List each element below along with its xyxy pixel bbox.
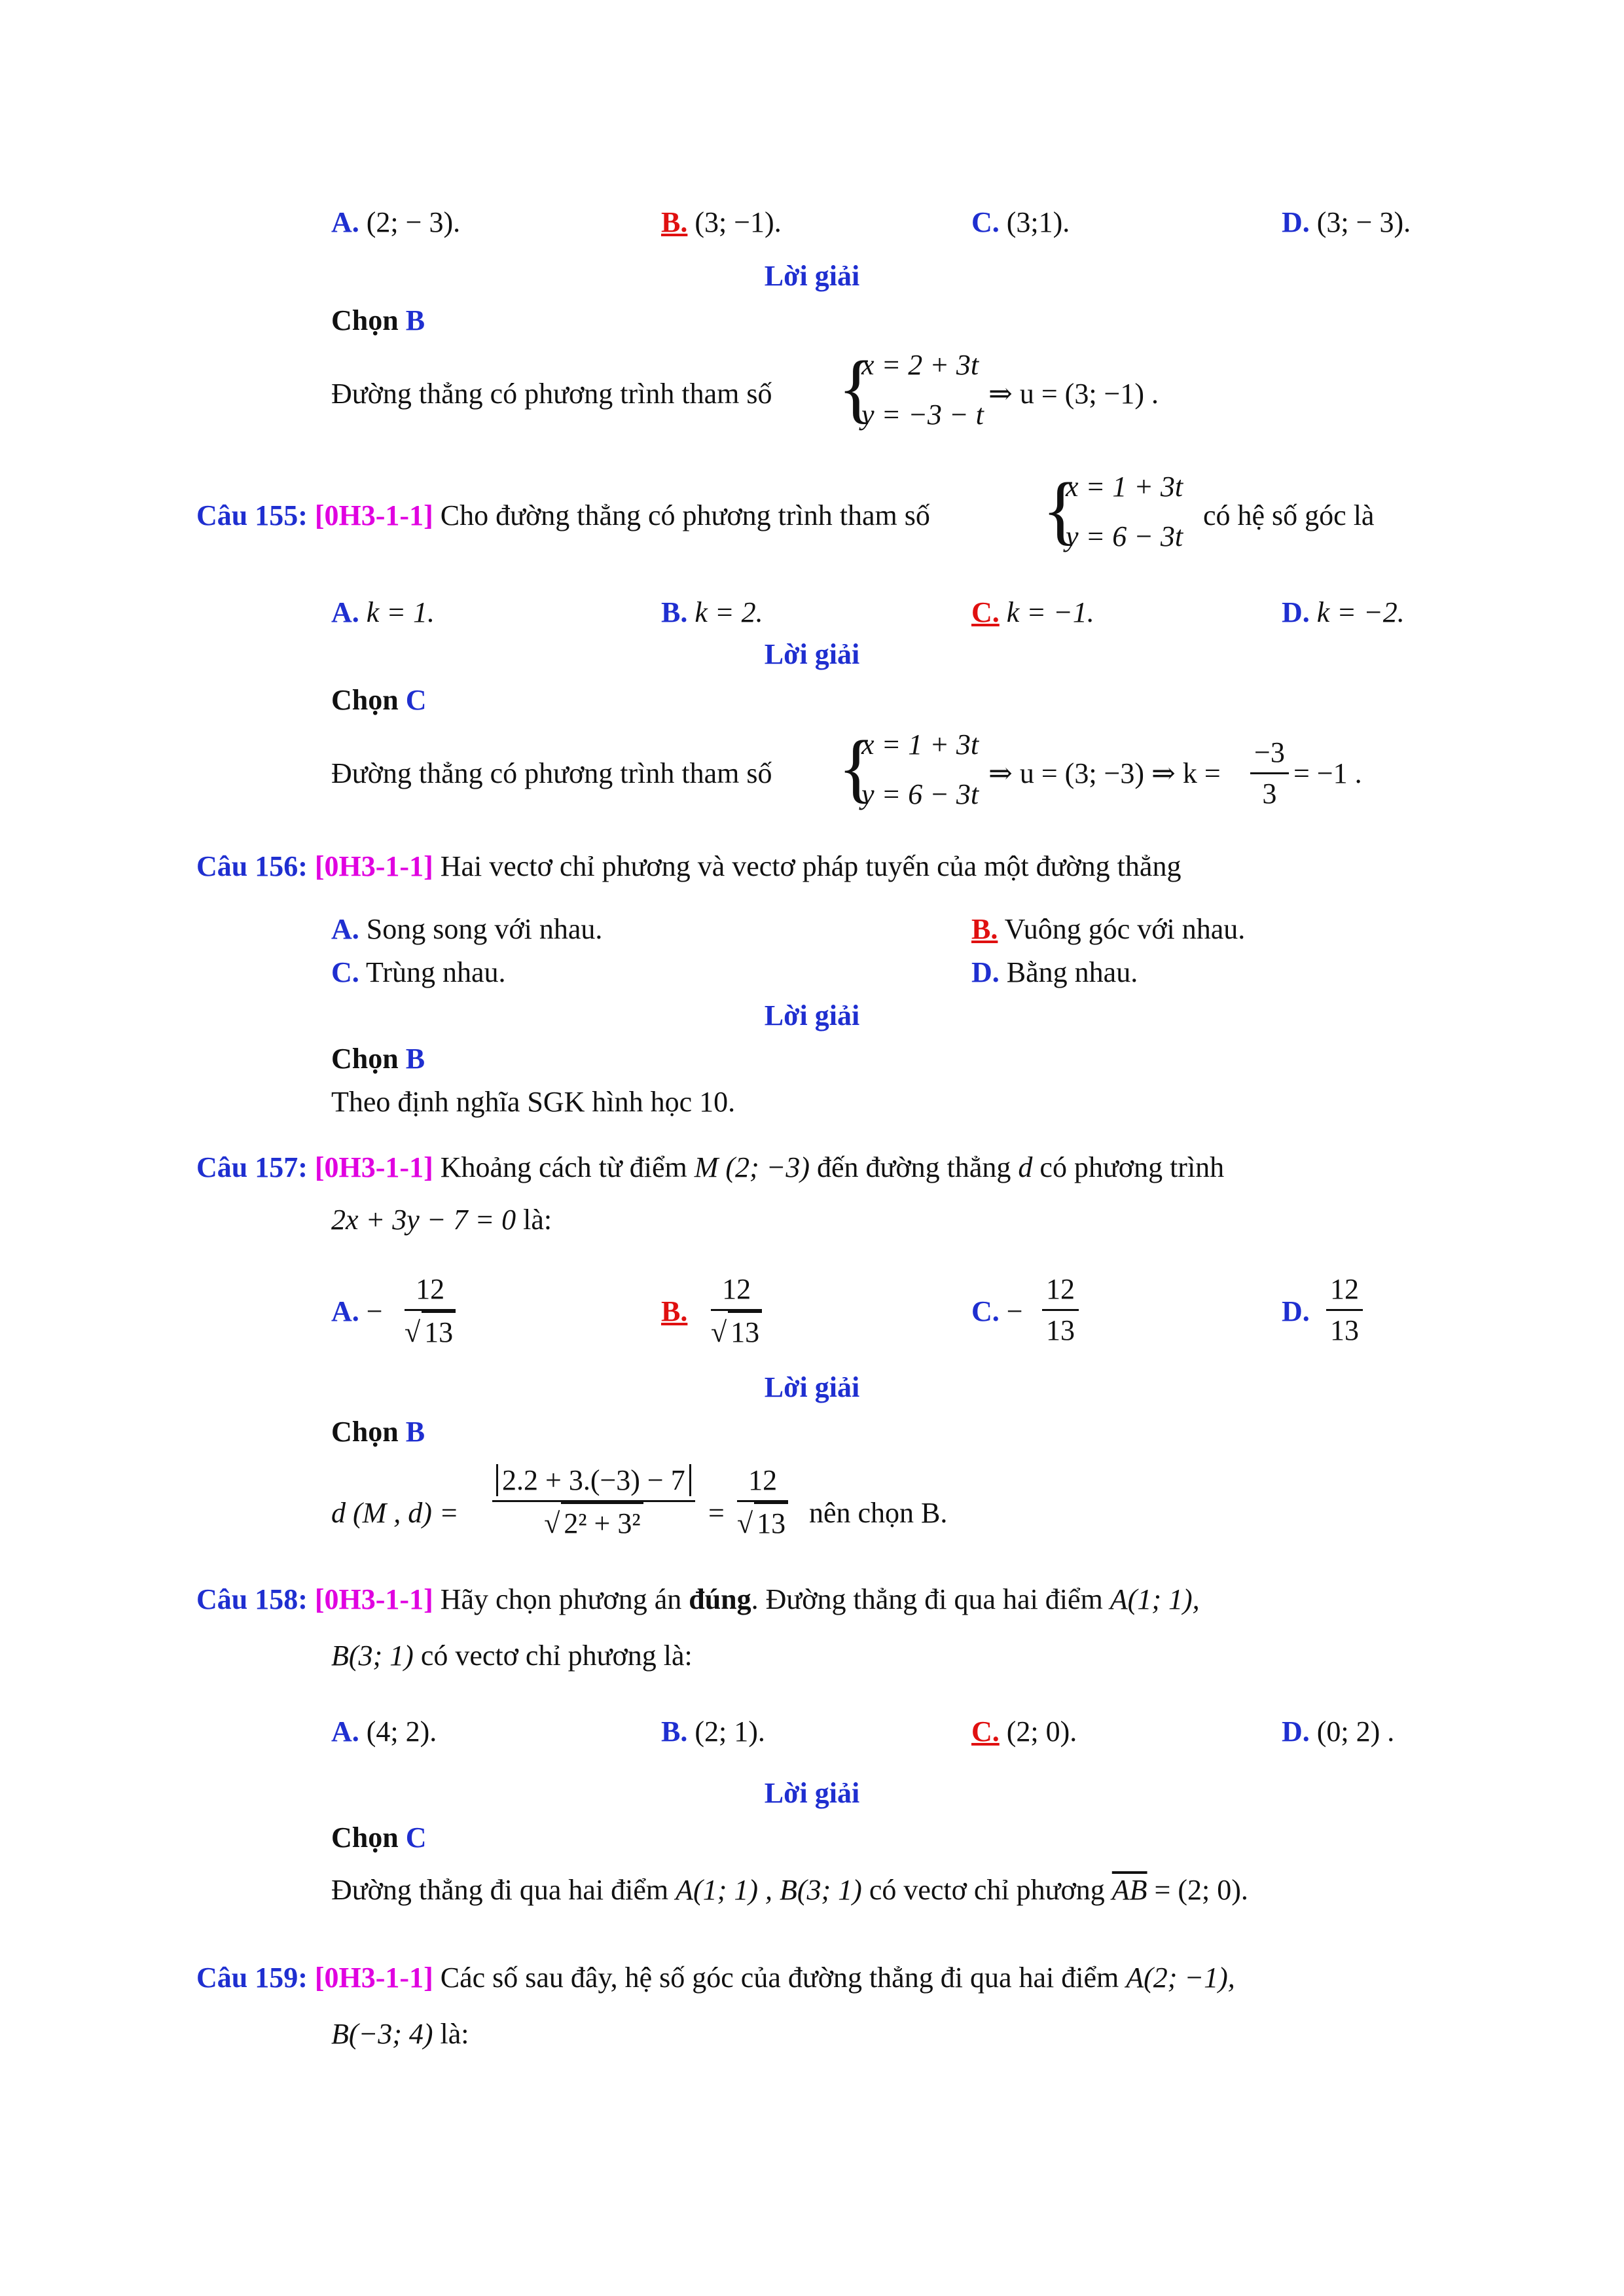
q156-solution-title: Lời giải bbox=[764, 999, 860, 1031]
q155-explanation: Đường thẳng có phương trình tham số bbox=[331, 757, 772, 789]
q157-option-d-fraction: $\frac{12}{13}$ bbox=[1326, 1270, 1363, 1350]
q159-stem: Câu 159: [0H3-1-1] Các số sau đây, hệ số góc của đường thẳng đi qua hai điểm A(2; −1), bbox=[196, 1962, 1235, 1994]
q154-equation-system: { x = 2 + 3t y = −3 − t bbox=[838, 345, 984, 431]
q156-option-d: D. Bằng nhau. bbox=[971, 956, 1138, 988]
q158-stem-line2: B(3; 1) có vectơ chỉ phương là: bbox=[331, 1640, 693, 1672]
q155-stem: Câu 155: [0H3-1-1] Cho đường thẳng có phương trình tham số bbox=[196, 499, 930, 531]
q156-stem: Câu 156: [0H3-1-1] Hai vectơ chỉ phương và vectơ pháp tuyến của một đường thẳng bbox=[196, 850, 1182, 882]
q157-option-c: C. − bbox=[971, 1295, 1023, 1327]
q156-explanation: Theo định nghĩa SGK hình học 10. bbox=[331, 1086, 736, 1118]
q157-option-d: D. bbox=[1282, 1295, 1310, 1327]
q158-stem: Câu 158: [0H3-1-1] Hãy chọn phương án đúng. Đường thẳng đi qua hai điểm A(1; 1), bbox=[196, 1583, 1200, 1615]
q157-option-c-fraction: $\frac{12}{13}$ bbox=[1042, 1270, 1079, 1350]
q157-distance-fraction: $\frac{2.2 + 3.(-3) - 7}{\text{√ 2² + 3²}}$ bbox=[492, 1461, 695, 1543]
q158-option-a: A. (4; 2). bbox=[331, 1715, 437, 1748]
q156-choose: Chọn B bbox=[331, 1043, 425, 1075]
q156-option-c: C. Trùng nhau. bbox=[331, 956, 506, 988]
q157-option-b-fraction: $\frac{12}{√ 13}$ bbox=[711, 1270, 762, 1352]
q154-explanation: Đường thẳng có phương trình tham số bbox=[331, 378, 772, 410]
q158-option-b: B. (2; 1). bbox=[661, 1715, 765, 1748]
q155-choose: Chọn C bbox=[331, 684, 427, 716]
q155-result-end: = −1 . bbox=[1293, 757, 1362, 789]
q157-distance-equals: = bbox=[708, 1497, 725, 1529]
q155-result: ⇒ u = (3; −3) ⇒ k = bbox=[988, 757, 1221, 789]
q154-choose: Chọn B bbox=[331, 304, 425, 336]
q158-option-d: D. (0; 2) . bbox=[1282, 1715, 1395, 1748]
q158-option-c: C. (2; 0). bbox=[971, 1715, 1077, 1748]
q157-option-a: A. − bbox=[331, 1295, 383, 1327]
q156-option-a: A. Song song với nhau. bbox=[331, 913, 603, 945]
q157-distance-tail: nên chọn B. bbox=[809, 1497, 948, 1529]
q155-expl-equation-system: { x = 1 + 3t y = 6 − 3t bbox=[838, 725, 979, 810]
q155-option-c: C. k = −1. bbox=[971, 596, 1094, 628]
q158-solution-title: Lời giải bbox=[764, 1777, 860, 1809]
q154-option-c: C. (3;1). bbox=[971, 206, 1070, 238]
q155-slope-fraction: $\frac{-3}{3}$ bbox=[1250, 733, 1289, 814]
q157-option-b: B. bbox=[661, 1295, 688, 1327]
q157-distance-lhs: d (M , d) = bbox=[331, 1497, 459, 1529]
q154-option-b: B. (3; −1). bbox=[661, 206, 782, 238]
q157-choose: Chọn B bbox=[331, 1416, 425, 1448]
q154-solution-title: Lời giải bbox=[764, 260, 860, 292]
q155-option-b: B. k = 2. bbox=[661, 596, 763, 628]
q158-explanation: Đường thẳng đi qua hai điểm A(1; 1) , B(3; 1) có vectơ chỉ phương $\overline{AB} = (2$; 0). bbox=[331, 1874, 1248, 1906]
q155-equation-system: { x = 1 + 3t y = 6 − 3t bbox=[1042, 467, 1183, 552]
q157-stem: Câu 157: [0H3-1-1] Khoảng cách từ điểm M (2; −3) đến đường thẳng d có phương trình bbox=[196, 1151, 1225, 1183]
q157-solution-title: Lời giải bbox=[764, 1371, 860, 1403]
q155-option-d: D. k = −2. bbox=[1282, 596, 1405, 628]
q157-stem-line2: 2x + 3y − 7 = 0 là: bbox=[331, 1204, 552, 1236]
q154-option-d: D. (3; − 3). bbox=[1282, 206, 1411, 238]
q156-option-b: B. Vuông góc với nhau. bbox=[971, 913, 1246, 945]
q155-solution-title: Lời giải bbox=[764, 638, 860, 670]
q155-option-a: A. k = 1. bbox=[331, 596, 435, 628]
q157-distance-result-fraction: $\frac{12}{√ 13}$ bbox=[737, 1461, 788, 1543]
q159-stem-line2: B(−3; 4) là: bbox=[331, 2018, 469, 2050]
q158-choose: Chọn C bbox=[331, 1821, 427, 1854]
q155-stem-end: có hệ số góc là bbox=[1203, 499, 1375, 531]
q154-option-a: A. (2; − 3). bbox=[331, 206, 461, 238]
q157-option-a-fraction: $\frac{12}{√ 13}$ bbox=[405, 1270, 456, 1352]
q154-result: ⇒ u = (3; −1) . bbox=[988, 378, 1159, 410]
